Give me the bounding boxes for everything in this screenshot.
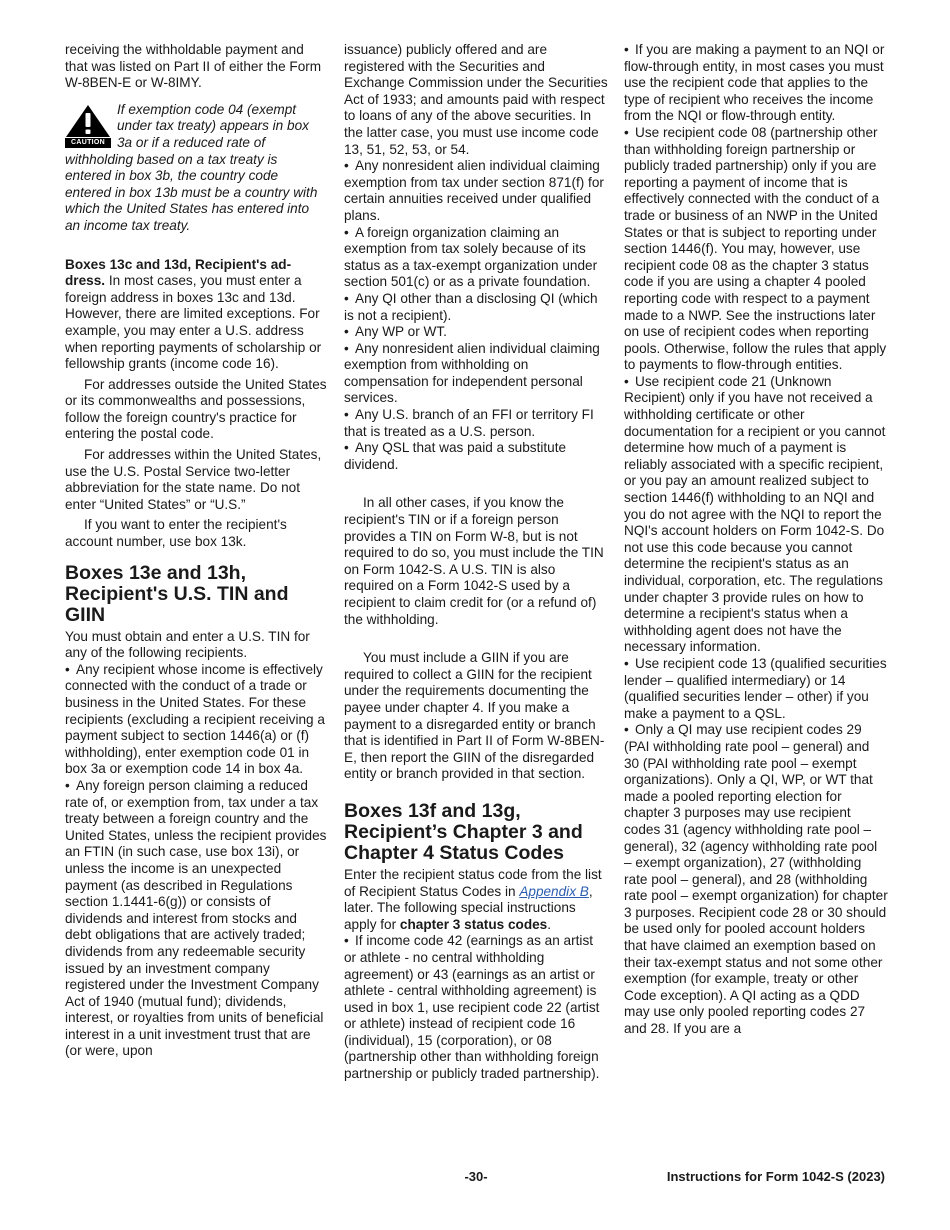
bullet-icon: •: [344, 324, 349, 340]
addresses-outside-paragraph: For addresses outside the United States or its commonwealths and possessions, follow the foreign country's practice for entering the postal code.: [65, 376, 327, 442]
addresses-within-paragraph: For addresses within the United States, use the U.S. Postal Service two-letter abbreviation for the state name. Do not enter “United States” or “U.S.”: [65, 447, 322, 512]
list-item: • If income code 42 (earnings as an artist or athlete - no central withholding agreement) or 43 (earnings as an artist or athlete - central withholding agreement) is used in box 1, use recipient code 22 (artist or athlete) instead of recipient code 16 (individual), 15 (corporation), or 08 (partnership other than withholding foreign partnership or publicly traded partnership).: [344, 933, 600, 1082]
boxes-13c-13d-paragraph: [65, 257, 327, 373]
list-item: • Use recipient code 08 (partnership other than withholding foreign partnership or publicly traded partnership) only if you are reporting a payment of income that is effectively connected with the conduct of a trade or business of an NWP in the United States or that is subject to reporting under section 1446(f). You may, however, use recipient code 08 as the chapter 3 status code if you are using a chapter 4 pooled reporting code with respect to a payment made to a NWP. See the instructions later on use of recipient codes when reporting pools. Otherwise, follow the rules that apply to payments to flow-through entities.: [624, 124, 887, 373]
tin-paragraph: You must obtain and enter a U.S. TIN for any of the following recipients.: [65, 628, 310, 661]
col2-continuation: issuance) publicly offered and are registered with the Securities and Exchange Commission under the Securities Act of 1933; and amounts paid with respect to loans of any of the above securities. In the latter case, you must use income code 13, 51, 52, 53, or 54.: [344, 42, 608, 157]
account-number-paragraph: If you want to enter the recipient's account number, use box 13k.: [65, 517, 287, 550]
list-item: • Use recipient code 21 (Unknown Recipient) only if you have not received a withholding certificate or other documentation for a recipient or you cannot determine how much of a payment is reliably associated with a specific recipient, or you pay an amount realized subject to section 1446(f) withholding to an NQI and you do not agree with the NQI to report the NQI's account holders on Form 1042-S. Do not use this code because you cannot determine the recipient's status as an individual, corporation, etc. The regulations under chapter 3 provide rules on how to determine a recipient's status when a withholding agent does not have the necessary information.: [624, 373, 886, 655]
other-cases-paragraph: In all other cases, if you know the recipient's TIN or if a foreign person provides a TIN on Form W-8, but is not required to do so, you must include the TIN on Form 1042-S. A U.S. TIN is also required on a Form 1042-S used by a recipient to claim credit for (or a refund of) the withholding.: [344, 495, 604, 627]
list-item: • If you are making a payment to an NQI or flow-through entity, in most cases you must use the recipient code that applies to the type of recipient who receives the income from the NQI or flow-through entity.: [624, 42, 885, 124]
list-item: • Any QI other than a disclosing QI (which is not a recipient).: [344, 290, 598, 323]
bullet-icon: •: [624, 42, 629, 57]
list-item: • Any QSL that was paid a substitute dividend.: [344, 440, 567, 472]
appendix-b-link[interactable]: Appendix B: [519, 883, 589, 899]
col1-intro: receiving the withholdable payment and that was listed on Part II of either the Form W-8BEN-E or W-8IMY.: [65, 42, 322, 91]
list-item: • Any U.S. branch of an FFI or territory FI that is treated as a U.S. person.: [344, 407, 594, 439]
status-code-paragraph: Enter the recipient status code from the list of Recipient Status Codes in Appendix B, later. The following special instructions apply for chapter 3 status codes.: [344, 866, 602, 932]
bullet-icon: •: [624, 655, 629, 671]
boxes-13c-13d-heading: Boxes 13c and 13d, Recipient's ad-dress.: [65, 256, 292, 289]
caution-note: [65, 102, 327, 235]
list-item: • Any nonresident alien individual claiming exemption from tax under section 871(f) for certain annuities received under qualified plans.: [344, 158, 604, 223]
bullet-icon: •: [624, 373, 629, 389]
bullet-icon: •: [624, 124, 629, 140]
bullet-icon: •: [344, 158, 349, 174]
page-number: -30-: [464, 1169, 488, 1184]
bullet-icon: •: [344, 407, 349, 423]
list-item: • Any foreign person claiming a reduced rate of, or exemption from, tax under a tax treaty between a foreign country and the United States, unless the recipient provides an FTIN (in such case, use box 13i), or unless the income is an unexpected payment (as described in Regulations section 1.1441-6(g)) or consists of dividends and interest from stocks and debt obligations that are actively traded; dividends from any redeemable security issued by an investment company registered under the Investment Company Act of 1940 (mutual fund); dividends, interest, or royalties from units of beneficial interest in a unit investment trust that are (or were, upon: [65, 777, 327, 1059]
boxes-13c-13d-text: In most cases, you must enter a foreign address in boxes 13c and 13d. However, there are limited exceptions. For example, you may enter a U.S. address when reporting payments of scholarship or fellowship grants (income code 16).: [65, 273, 322, 372]
caution-label: CAUTION: [65, 138, 111, 148]
bullet-icon: •: [344, 440, 349, 456]
heading-boxes-13f-13g: Boxes 13f and 13g, Recipient’s Chapter 3 and Chapter 4 Status Codes: [344, 799, 583, 864]
caution-text: If exemption code 04 (exempt under tax treaty) appears in box 3a or if a reduced rate of withholding based on a tax treaty is entered in box 3b, the country code entered in box 13b must be a country with which the United States has entered into an income tax treaty.: [65, 101, 318, 233]
bullet-icon: •: [344, 290, 349, 306]
bullet-icon: •: [344, 933, 349, 949]
column-1: [65, 42, 327, 1060]
column-2: [344, 42, 608, 1083]
list-item: • Any WP or WT.: [344, 324, 447, 340]
list-item: • Any nonresident alien individual claiming exemption from withholding on compensation for independent personal services.: [344, 340, 600, 406]
heading-boxes-13e-13h: Boxes 13e and 13h, Recipient's U.S. TIN and GIIN: [65, 561, 289, 626]
list-item: • A foreign organization claiming an exemption from tax solely because of its status as a tax-exempt organization under section 501(c) or as a private foundation.: [344, 224, 598, 290]
document-title: Instructions for Form 1042-S (2023): [666, 1169, 885, 1184]
bullet-icon: •: [624, 722, 629, 738]
list-item: • Only a QI may use recipient codes 29 (PAI withholding rate pool – general) and 30 (PAI withholding rate pool – exempt organizations). Only a QI, WP, or WT that made a pooled reporting election for chapter 3 purposes may use recipient codes 31 (agency withholding rate pool – general), 32 (agency withholding rate pool – exempt organization), 27 (withholding rate pool – general), and 28 (withholding rate pool – exempt organization) for chapter 3 purposes. Recipient code 28 or 30 should be used only for pooled account holders that have claimed an exemption based on their tax-exempt status and not some other exemption (for example, treaty or other Code exception). A QI acting as a QDD may use only pooled reporting codes 27 and 28. If you are a: [624, 722, 888, 1037]
bullet-icon: •: [65, 661, 70, 677]
list-item: • Any recipient whose income is effectively connected with the conduct of a trade or business in the United States. For these recipients (excluding a recipient receiving a payment subject to section 1446(a) or (f) withholding), enter exemption code 01 in box 3a or exemption code 14 in box 4a.: [65, 661, 325, 777]
bullet-icon: •: [65, 777, 70, 793]
column-3: [624, 42, 888, 1038]
bullet-icon: •: [344, 224, 349, 240]
caution-icon: [65, 104, 111, 148]
bullet-icon: •: [344, 340, 349, 356]
giin-paragraph: You must include a GIIN if you are required to collect a GIIN for the recipient under the requirements documenting the payee under chapter 4. If you make a payment to a disregarded entity or branch that is identified in Part II of Form W-8BEN-E, then report the GIIN of the disregarded entity or branch provided in that section.: [344, 650, 605, 782]
list-item: • Use recipient code 13 (qualified securities lender – qualified intermediary) or 14 (qualified securities lender – other) if you make a payment to a QSL.: [624, 655, 887, 721]
